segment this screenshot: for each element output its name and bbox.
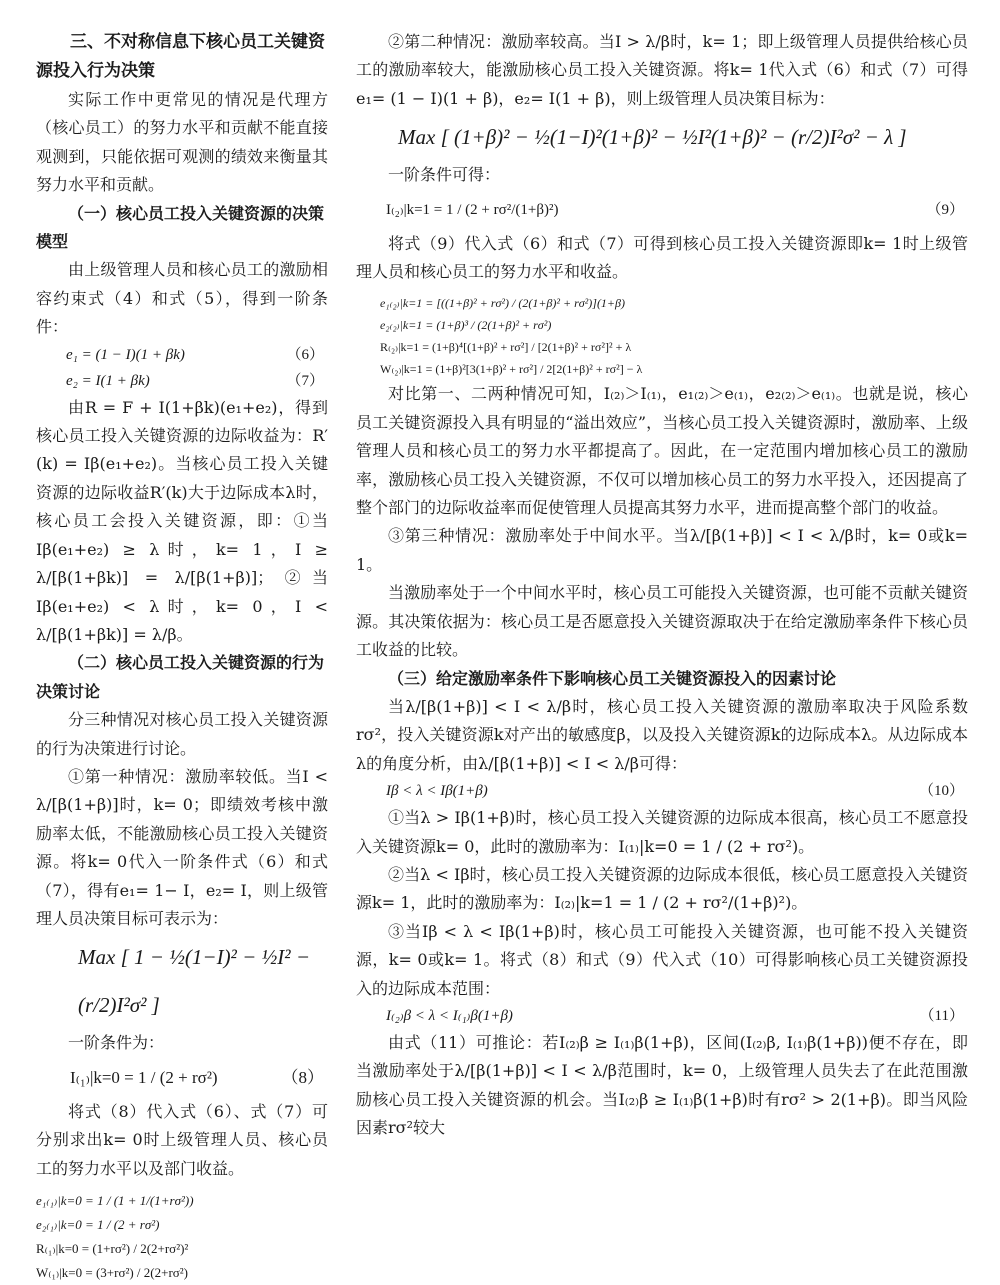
case-3-paragraph: ③第三种情况：激励率处于中间水平。当λ/[β(1+β)] < I < λ/β时，k= 0或k= 1。 xyxy=(356,526,968,574)
result-2-e2-formula: e₂₍₂₎|k=1 = (1+β)³ / (2(1+β)² + rσ²) xyxy=(380,318,552,333)
result-2-e1 xyxy=(356,292,968,314)
subsection-2-text: 分三种情况对核心员工投入关键资源的行为决策进行讨论。 xyxy=(36,710,328,758)
objective-2 xyxy=(356,113,968,161)
equation-6 xyxy=(36,342,328,368)
equation-6-formula: e₁ = (1 − I)(1 + βk) xyxy=(66,346,185,363)
subsection-2-title: （二）核心员工投入关键资源的行为决策讨论 xyxy=(36,653,325,701)
result-1-e1: e₁₍₁₎|k=0 = 1 / (1 + 1/(1+rσ²)) xyxy=(36,1193,194,1208)
paragraph-10b: ②当λ < Iβ时，核心员工投入关键资源的边际成本很低，核心员工愿意投入关键资源k= 1，此时的激励率为：I₍₂₎|k=1 = 1 / (2 + rσ²/(1+β)²)。 xyxy=(356,864,968,913)
equation-6-number: （6） xyxy=(286,346,324,363)
equation-8-number: （8） xyxy=(281,1067,324,1087)
result-1-W: W₍₁₎|k=0 = (3+rσ²) / 2(2+rσ²) xyxy=(36,1265,189,1280)
equation-11-number: （11） xyxy=(919,1007,964,1024)
result-2-W xyxy=(356,358,968,380)
result-1-R: R₍₁₎|k=0 = (1+rσ²) / 2(2+rσ²)² xyxy=(36,1241,189,1256)
equation-7 xyxy=(36,368,328,394)
equation-11-formula: I₍₂₎β < λ < I₍₁₎β(1+β) xyxy=(386,1007,513,1024)
result-1-efforts xyxy=(36,1189,328,1213)
result-2-R xyxy=(356,336,968,358)
left-column xyxy=(36,28,328,1285)
equation-9-number: （9） xyxy=(926,201,964,218)
subsection-1-title: （一）核心员工投入关键资源的决策模型 xyxy=(36,203,325,252)
intro-paragraph: 实际工作中更常见的情况是代理方（核心员工）的努力水平和贡献不能直接观测到，只能依据可观测的绩效来衡量其努力水平和贡献。 xyxy=(36,90,328,195)
equation-9 xyxy=(356,190,968,230)
equation-11 xyxy=(356,1003,968,1029)
result-2-e1-formula: e₁₍₂₎|k=1 = [((1+β)² + rσ²) / (2(1+β)² + rσ²)](1+β) xyxy=(380,296,626,311)
after-equation-8: 将式（8）代入式（6）、式（7）可分别求出k= 0时上级管理人员、核心员工的努力水平以及部门收益。 xyxy=(36,1101,328,1178)
case-2-paragraph: ②第二种情况：激励率较高。当I > λ/β时，k= 1；即上级管理人员提供给核心员工的激励率较大，能激励核心员工投入关键资源。将k= 1代入式（6）和式（7）可得e₁= (1 − I)(1 + β)，e₂= I(1 + β)，则上级管理人员决策目标为： xyxy=(356,32,968,108)
marginal-revenue-paragraph: 由R = F + I(1+βk)(e₁+e₂)，得到核心员工投入关键资源的边际收益为：R′(k) = Iβ(e₁+e₂)。当核心员工投入关键资源的边际收益R′(k)大于边际成本λ时，核心员工会投入关键资源，即：①当Iβ(e₁+e₂) ≥ λ时，k= 1，I ≥ λ/[β(1+βk)] = λ/[β(1+β)]；②当Iβ(e₁+e₂) < λ时，k= 0，I < λ/[β(1+βk)] = λ/β。 xyxy=(36,397,328,644)
subsection-3-text: 当λ/[β(1+β)] < I < λ/β时，核心员工投入关键资源的激励率取决于风险系数rσ²，投入关键资源k对产出的敏感度β，以及投入关键资源k的边际成本λ。从边际成本λ的角度分析，由λ/[β(1+β)] < I < λ/β可得： xyxy=(356,696,968,773)
result-1-e2: e₂₍₁₎|k=0 = 1 / (2 + rσ²) xyxy=(36,1217,160,1232)
equation-7-formula: e₂ = I(1 + βk) xyxy=(66,372,150,389)
result-1-efforts-2 xyxy=(36,1213,328,1237)
result-1-returns xyxy=(36,1237,328,1261)
paragraph-10c: ③当Iβ < λ < Iβ(1+β)时，核心员工可能投入关键资源，也可能不投入关键资源，k= 0或k= 1。将式（8）和式（9）代入式（10）可得影响核心员工关键资源投入的边际成本范围： xyxy=(356,921,968,998)
result-1-returns-2 xyxy=(36,1261,328,1285)
result-2-e2 xyxy=(356,314,968,336)
section-title: 三、不对称信息下核心员工关键资源投入行为决策 xyxy=(36,32,325,81)
equation-10-formula: Iβ < λ < Iβ(1+β) xyxy=(386,783,488,800)
objective-2-formula: Max [ (1+β)² − ½(1−I)²(1+β)² − ½I²(1+β)² − (r/2)I²σ² − λ ] xyxy=(398,125,907,150)
objective-1-formula: Max [ 1 − ½(1−I)² − ½I² − (r/2)I²σ² ] xyxy=(78,945,310,1018)
equation-10-number: （10） xyxy=(918,783,964,800)
paragraph-10a: ①当λ > Iβ(1+β)时，核心员工投入关键资源的边际成本很高，核心员工不愿意投入关键资源k= 0，此时的激励率为：I₍₁₎|k=0 = 1 / (2 + rσ²)。 xyxy=(356,808,968,856)
paragraph-11: 由式（11）可推论：若I₍₂₎β ≥ I₍₁₎β(1+β)，区间(I₍₂₎β, I₍₁₎β(1+β))便不存在，即当激励率处于λ/[β(1+β)] < I < λ/β范围时，k= 0，上级管理人员失去了在此范围激励核心员工投入关键资源的机会。当I₍₂₎β ≥ I₍₁₎β(1+β)时有rσ² > 2(1+β)。即当风险因素rσ²较大 xyxy=(356,1032,968,1138)
right-column xyxy=(356,28,968,1143)
case-1-paragraph: ①第一种情况：激励率较低。当I < λ/[β(1+β)]时，k= 0；即绩效考核中激励率太低，不能激励核心员工投入关键资源。将k= 0代入一阶条件式（6）和式（7），得有e₁= 1− I，e₂= I，则上级管理人员决策目标可表示为： xyxy=(36,766,328,928)
equation-8-formula: I₍₁₎|k=0 = 1 / (2 + rσ²) xyxy=(70,1067,218,1087)
result-2-W-formula: W₍₂₎|k=1 = (1+β)²[3(1+β)² + rσ²] / 2[2(1+β)² + rσ²] − λ xyxy=(380,362,643,377)
equation-7-number: （7） xyxy=(286,372,324,389)
foc-label-left: 一阶条件为： xyxy=(68,1033,165,1053)
subsection-1-text: 由上级管理人员和核心员工的激励相容约束式（4）和式（5），得到一阶条件： xyxy=(36,260,328,337)
subsection-3-title: （三）给定激励率条件下影响核心员工关键资源投入的因素讨论 xyxy=(388,668,837,688)
after-equation-9: 将式（9）代入式（6）和式（7）可得到核心员工投入关键资源即k= 1时上级管理人员和核心员工的努力水平和收益。 xyxy=(356,233,968,282)
equation-10 xyxy=(356,778,968,804)
case-3-paragraph-2: 当激励率处于一个中间水平时，核心员工可能投入关键资源，也可能不贡献关键资源。其决策依据为：核心员工是否愿意投入关键资源取决于在给定激励率条件下核心员工收益的比较。 xyxy=(356,583,968,660)
objective-1 xyxy=(36,933,328,1029)
equation-9-formula: I₍₂₎|k=1 = 1 / (2 + rσ²/(1+β)²) xyxy=(386,201,559,218)
foc-label-right: 一阶条件可得： xyxy=(388,165,501,185)
comparison-paragraph: 对比第一、二两种情况可知，I₍₂₎＞I₍₁₎，e₁₍₂₎＞e₍₁₎，e₂₍₂₎＞e₍₁₎。也就是说，核心员工关键资源投入具有明显的“溢出效应”，当核心员工投入关键资源时，激励率、上级管理人员和核心员工的努力水平都提高了。因此，在一定范围内增加核心员工的激励率，激励核心员工投入关键资源，不仅可以增加核心员工的努力水平投入，还因提高了整个部门的边际收益率而促使管理人员提高其努力水平，进而提高整个部门的收益。 xyxy=(356,384,968,518)
equation-8 xyxy=(36,1058,328,1098)
result-2-R-formula: R₍₂₎|k=1 = (1+β)⁴[(1+β)² + rσ²] / [2(1+β)² + rσ²]² + λ xyxy=(380,340,632,355)
